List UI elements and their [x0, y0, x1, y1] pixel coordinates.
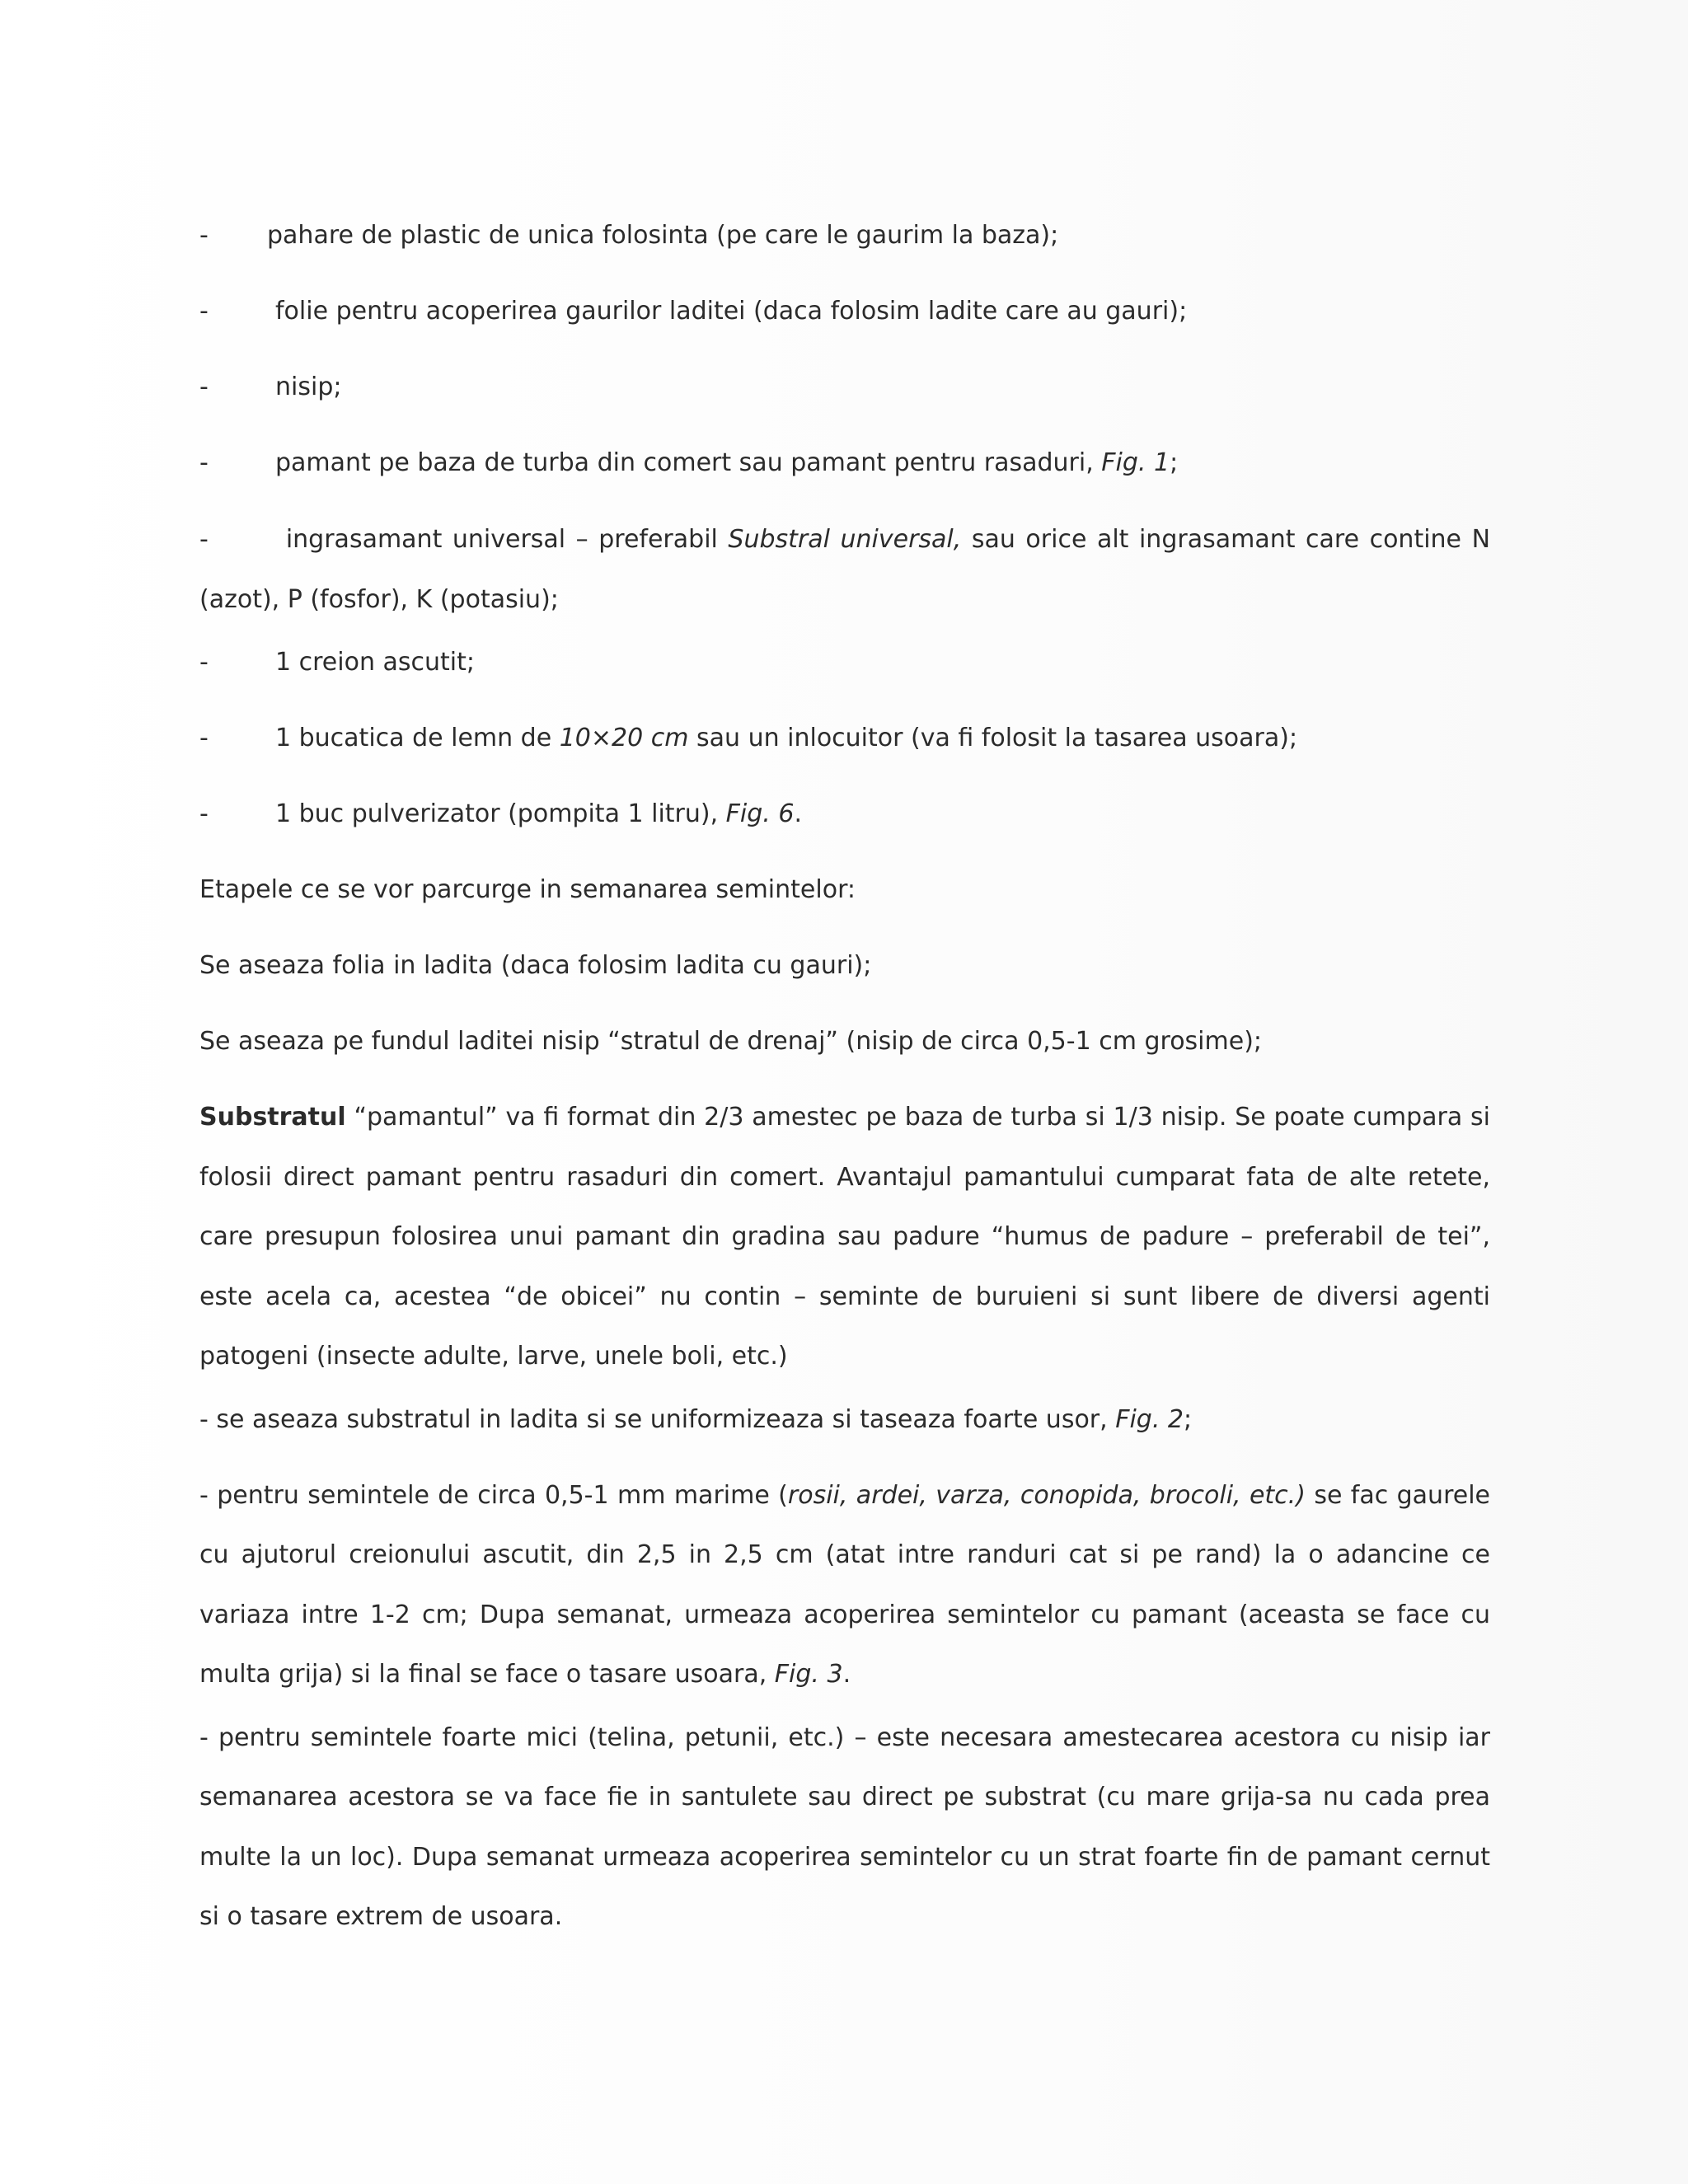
- step-foil: Se aseaza folia in ladita (daca folosim ladita cu gauri);: [199, 951, 872, 980]
- list-item-text: 1 creion ascutit;: [275, 648, 475, 677]
- step-sand: Se aseaza pe fundul laditei nisip “stratul de drenaj” (nisip de circa 0,5-1 cm grosime);: [199, 1027, 1263, 1056]
- list-item-text: 1 buc pulverizator (pompita 1 litru), Fig. 6.: [275, 799, 803, 828]
- step-small-seeds: - pentru semintele foarte mici (telina, petunii, etc.) – este necesara amestecarea acestora cu nisip iar semanarea acestora se va face fie in santulete sau direct pe substrat (cu mare grija-sa nu cada prea multe la un loc). Dupa semanat urmeaza acoperirea semintelor cu un strat foarte fin de pamant cernut si o tasare extrem de usoara.: [199, 1722, 1490, 1931]
- list-item-text: pahare de plastic de unica folosinta (pe care le gaurim la baza);: [267, 221, 1059, 250]
- seed-examples: rosii, ardei, varza, conopida, brocoli, etc.): [787, 1480, 1306, 1510]
- list-dash: -: [199, 648, 209, 677]
- figure-reference: Fig. 2: [1115, 1404, 1184, 1434]
- step-medium-seeds: - pentru semintele de circa 0,5-1 mm marime (rosii, ardei, varza, conopida, brocoli, etc.) se fac gaurele cu ajutorul creionului ascutit, din 2,5 in 2,5 cm (atat intre randuri cat si pe rand) la o adancine ce variaza intre 1-2 cm; Dupa semanat, urmeaza acoperirea semintelor cu pamant (aceasta se face cu multa grija) si la final se face o tasare usoara, Fig. 3.: [199, 1480, 1490, 1689]
- list-item: [199, 509, 1490, 630]
- list-dash: -: [199, 724, 209, 752]
- list-item: [199, 722, 1490, 755]
- document-body: [199, 219, 1490, 1964]
- list-item: [199, 219, 1490, 252]
- list-item: [199, 447, 1490, 480]
- list-item: [199, 295, 1490, 328]
- step-spread: - se aseaza substratul in ladita si se uniformizeaza si taseaza foarte usor, Fig. 2;: [199, 1404, 1193, 1434]
- figure-reference: Fig. 1: [1101, 448, 1170, 477]
- list-dash: -: [199, 799, 209, 828]
- list-item-text: ingrasamant universal – preferabil Substral universal, sau orice alt ingrasamant care contine N (azot), P (fosfor), K (potasiu);: [199, 525, 1491, 614]
- list-dash: -: [199, 525, 209, 554]
- figure-reference: Fig. 3: [774, 1660, 843, 1689]
- product-name: Substral universal,: [728, 525, 962, 554]
- list-dash: -: [199, 448, 209, 477]
- dimension-text: 10×20 cm: [559, 724, 689, 752]
- substrate-paragraph: Substratul “pamantul” va fi format din 2/3 amestec pe baza de turba si 1/3 nisip. Se poate cumpara si folosii direct pamant pentru rasaduri din comert. Avantajul pamantului cumparat fata de alte retete, care presupun folosirea unui pamant din gradina sau padure “humus de padure – preferabil de tei”, este acela ca, acestea “de obicei” nu contin – seminte de buruieni si sunt libere de diversi agenti patogeni (insecte adulte, larve, unele boli, etc.): [199, 1103, 1490, 1371]
- list-item: [199, 371, 1490, 404]
- list-item-text: pamant pe baza de turba din comert sau pamant pentru rasaduri, Fig. 1;: [275, 448, 1179, 477]
- list-dash: -: [199, 221, 209, 250]
- steps-heading: Etapele ce se vor parcurge in semanarea semintelor:: [199, 875, 856, 904]
- list-item-text: folie pentru acoperirea gaurilor laditei (daca folosim ladite care au gauri);: [275, 297, 1188, 326]
- figure-reference: Fig. 6: [725, 799, 795, 828]
- list-dash: -: [199, 297, 209, 326]
- list-item-text: nisip;: [275, 373, 342, 401]
- list-item: [199, 646, 1490, 679]
- substrate-term: Substratul: [199, 1103, 346, 1132]
- list-item: [199, 798, 1490, 831]
- list-item-text: 1 bucatica de lemn de 10×20 cm sau un inlocuitor (va fi folosit la tasarea usoara);: [275, 724, 1298, 752]
- list-dash: -: [199, 373, 209, 401]
